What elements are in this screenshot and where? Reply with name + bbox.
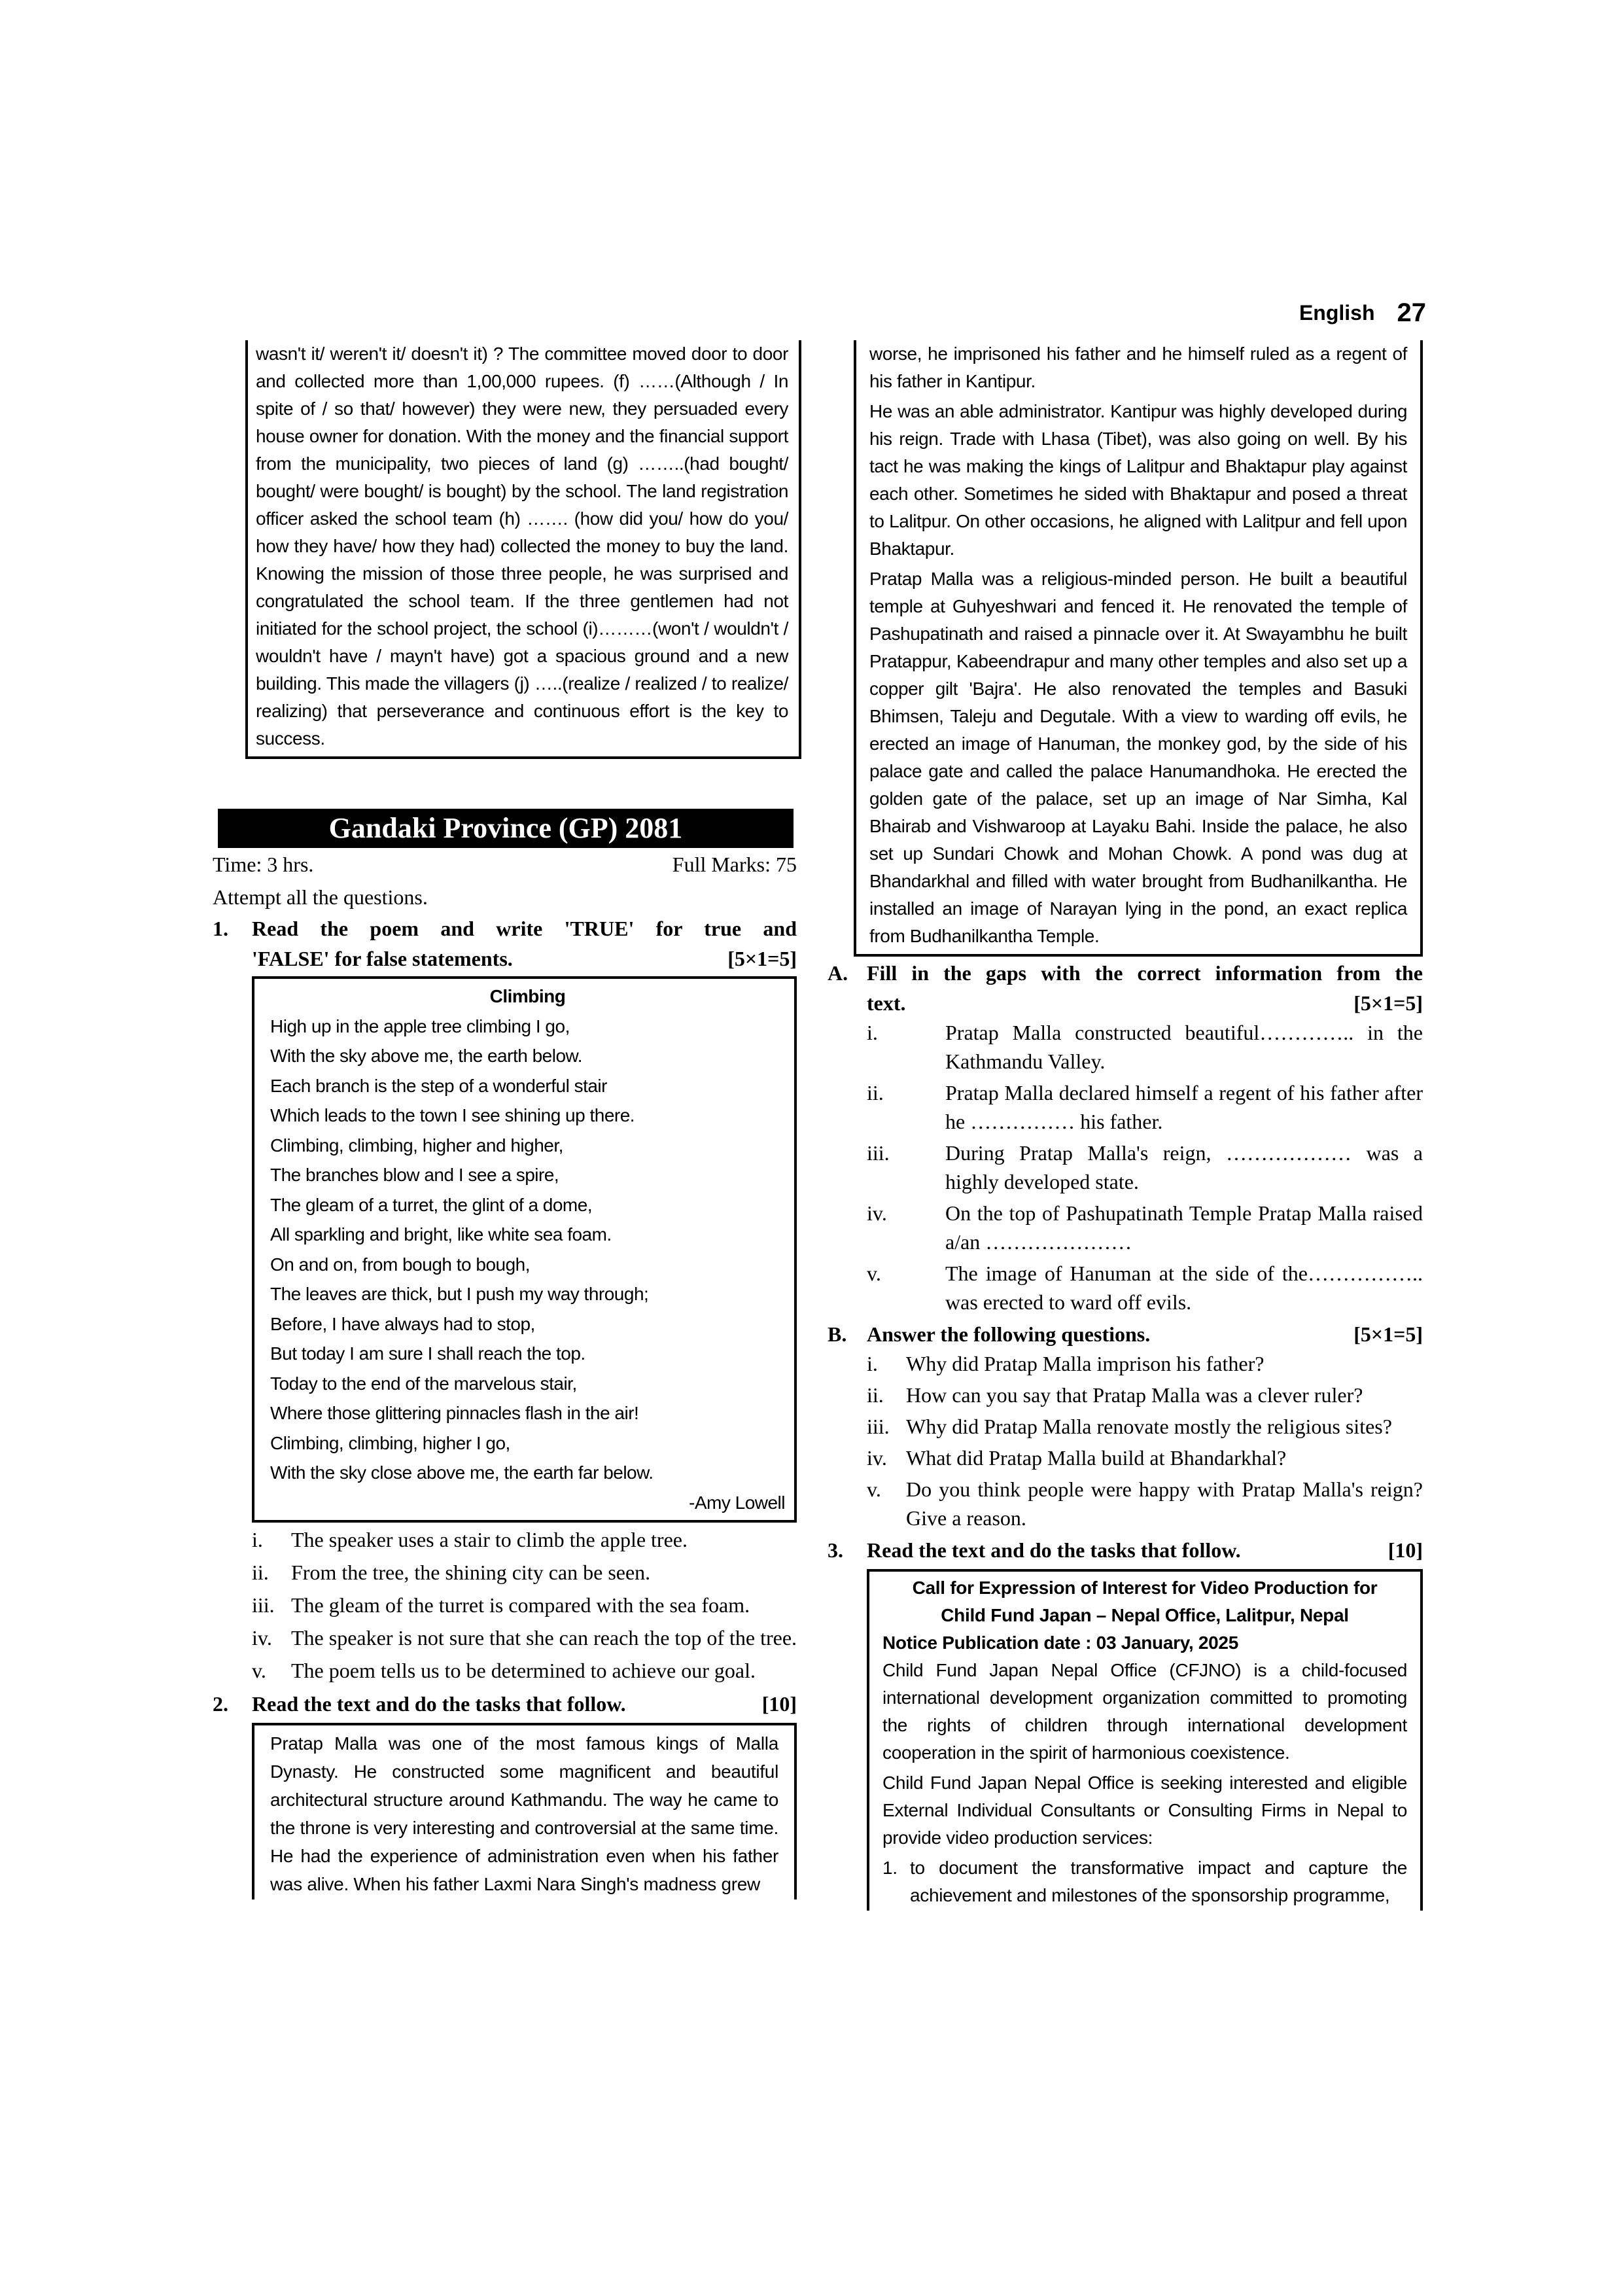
poem-line: Each branch is the step of a wonderful stair bbox=[270, 1075, 607, 1096]
poem-line: High up in the apple tree climbing I go, bbox=[270, 1016, 570, 1036]
item-text: Pratap Malla declared himself a regent of his father after he …………… his father. bbox=[945, 1081, 1423, 1133]
question-number: 1. bbox=[213, 917, 228, 940]
poem-line: Where those glittering pinnacles flash in the air! bbox=[270, 1403, 639, 1423]
question-1-heading bbox=[213, 913, 797, 974]
item-text: Do you think people were happy with Pratap Malla's reign? Give a reason. bbox=[906, 1477, 1423, 1530]
poem-line: The gleam of a turret, the glint of a dome, bbox=[270, 1194, 593, 1215]
continued-passage-text: wasn't it/ weren't it/ doesn't it) ? The committee moved door to door and collected more than 1,00,000 rupees. (f) ……(Although / In spite of / so that/ however) they were new, they persuaded every house owner for donation. With the money and the financial support from the municipality, two pieces of land (g) ……..(had bought/ bought/ were bought/ is bought) by the school. The land registration officer asked the school team (h) ……. (how did you/ how do you/ how they have/ how they had) collected the money to buy the land. Knowing the mission of those three people, he was surprised and congratulated the school team. If the three gentlemen had not initiated for the school project, the school (i)………(won't / wouldn't / wouldn't have / mayn't have) got a spacious ground and a new building. This made the villagers (j) …..(realize / realized / to realize/ realizing) that perseverance and continuous effort is the key to success. bbox=[256, 344, 788, 749]
item-number: iii. bbox=[867, 1415, 890, 1438]
notice-list-item bbox=[882, 1854, 1407, 1909]
notice-title-line2: Child Fund Japan – Nepal Office, Lalitpur, Nepal bbox=[941, 1605, 1349, 1625]
pratap-passage-para: worse, he imprisoned his father and he himself ruled as a regent of his father in Kantipur. bbox=[869, 344, 1407, 391]
question-2-row bbox=[252, 1689, 797, 1719]
list-item bbox=[252, 1591, 797, 1619]
item-number: iv. bbox=[867, 1201, 887, 1225]
question-2-text: Read the text and do the tasks that follow. bbox=[252, 1692, 626, 1716]
poem-lines bbox=[270, 1012, 785, 1488]
exam-instruction: Attempt all the questions. bbox=[213, 885, 428, 909]
exam-meta-row bbox=[213, 848, 797, 881]
list-item bbox=[867, 1475, 1423, 1532]
question-3-heading bbox=[828, 1535, 1423, 1565]
notice-para: Child Fund Japan Nepal Office (CFJNO) is a child-focused international development organization committed to promoting the rights of children through international development cooperation in the spirit of harmonious coexistence. bbox=[882, 1660, 1407, 1763]
exam-full-marks: Full Marks: 75 bbox=[672, 853, 797, 876]
item-text: The speaker uses a stair to climb the apple tree. bbox=[291, 1528, 688, 1551]
item-text: The speaker is not sure that she can reach the top of the tree. bbox=[291, 1626, 797, 1650]
part-a-line2: text. bbox=[867, 991, 906, 1015]
part-a-line2-row bbox=[867, 988, 1423, 1018]
poem-line: The branches blow and I see a spire, bbox=[270, 1165, 559, 1185]
item-number: ii. bbox=[867, 1081, 884, 1104]
question-2-marks: [10] bbox=[761, 1692, 797, 1716]
pratap-passage-para: He was an able administrator. Kantipur was highly developed during his reign. Trade with Lhasa (Tibet), was also going on well. By his tact he was making the kings of Lalitpur and Bhaktapur play against each other. Sometimes he sided with Bhaktapur and posed a threat to Lalitpur. On other occasions, he aligned with Lalitpur and fell upon Bhaktapur. bbox=[869, 401, 1407, 559]
page-header bbox=[1243, 293, 1426, 332]
item-text: The poem tells us to be determined to achieve our goal. bbox=[291, 1659, 756, 1682]
part-a-marks: [5×1=5] bbox=[1353, 991, 1423, 1015]
question-number: 2. bbox=[213, 1692, 228, 1716]
list-item bbox=[867, 1349, 1423, 1378]
page-number: 27 bbox=[1397, 298, 1426, 327]
item-number: iv. bbox=[867, 1446, 887, 1470]
list-item bbox=[867, 1018, 1423, 1076]
list-item bbox=[867, 1199, 1423, 1256]
question-1-text bbox=[252, 913, 797, 974]
subject-label: English bbox=[1299, 300, 1375, 325]
item-number: iii. bbox=[252, 1593, 275, 1617]
pratap-passage-part1: Pratap Malla was one of the most famous kings of Malla Dynasty. He constructed some magnificent and beautiful architectural structure around Kathmandu. The way he came to the throne is very interesting and controversial at the same time. He had the experience of administration even when his father was alive. When his father Laxmi Nara Singh's madness grew bbox=[270, 1733, 778, 1894]
question-1-line2: 'FALSE' for false statements. bbox=[252, 947, 513, 970]
part-b-items bbox=[867, 1349, 1423, 1532]
notice-box bbox=[867, 1569, 1423, 1911]
item-text: From the tree, the shining city can be seen. bbox=[291, 1561, 651, 1584]
list-item bbox=[867, 1412, 1423, 1441]
item-number: v. bbox=[252, 1659, 266, 1682]
pratap-passage-para: Pratap Malla was a religious-minded person. He built a beautiful temple at Guhyeshwari and fenced it. He renovated the temple of Pashupatinath and raised a pinnacle over it. At Swayambhu he built Pratappur, Kabeendrapur and many other temples and also set up a copper gilt 'Bajra'. He also renovated the temples and Basuki Bhimsen, Taleju and Degutale. With a view to warding off evils, he erected an image of Hanuman, the monkey god, by the side of his palace gate and called the palace Hanumandhoka. He erected the golden gate of the palace, set up an image of Nar Simha, Kal Bhairab and Vishwaroop at Layaku Bahi. Inside the palace, he also set up Sundari Chowk and Mohan Chowk. A pond was dug at Bhandarkhal and filled with water brought from Budhanilkantha. He installed an image of Narayan lying in the pond, an exact replica from Budhanilkantha Temple. bbox=[869, 569, 1407, 946]
list-item bbox=[252, 1558, 797, 1587]
part-b-heading bbox=[828, 1319, 1423, 1349]
poem-line: Climbing, climbing, higher and higher, bbox=[270, 1135, 563, 1156]
item-text: The image of Hanuman at the side of the…………….. was erected to ward off evils. bbox=[945, 1262, 1423, 1314]
question-3-marks: [10] bbox=[1387, 1538, 1423, 1562]
exam-title-banner: Gandaki Province (GP) 2081 bbox=[218, 809, 794, 848]
question-3-text: Read the text and do the tasks that follow. bbox=[867, 1538, 1241, 1562]
list-item bbox=[867, 1443, 1423, 1472]
part-b-row bbox=[867, 1319, 1423, 1349]
notice-date: Notice Publication date : 03 January, 2025 bbox=[882, 1633, 1238, 1653]
item-number: i. bbox=[867, 1021, 878, 1044]
part-a-heading bbox=[828, 958, 1423, 1018]
poem-line: Climbing, climbing, higher I go, bbox=[270, 1432, 510, 1453]
item-text: How can you say that Pratap Malla was a clever ruler? bbox=[906, 1383, 1363, 1407]
notice-para: Child Fund Japan Nepal Office is seeking interested and eligible External Individual Consultants or Consulting Firms in Nepal to provide video production services: bbox=[882, 1773, 1407, 1848]
poem-line: Before, I have always had to stop, bbox=[270, 1313, 535, 1334]
list-item bbox=[252, 1623, 797, 1652]
question-2-heading bbox=[213, 1689, 797, 1719]
list-item bbox=[252, 1656, 797, 1685]
list-item bbox=[867, 1259, 1423, 1316]
question-1-line2-row bbox=[252, 944, 797, 974]
poem-line: With the sky above me, the earth below. bbox=[270, 1046, 582, 1066]
poem-line: Which leads to the town I see shining up there. bbox=[270, 1105, 635, 1125]
list-item bbox=[867, 1078, 1423, 1136]
part-a-line1: Fill in the gaps with the correct information from the bbox=[867, 961, 1423, 985]
poem-line: Today to the end of the marvelous stair, bbox=[270, 1373, 577, 1394]
part-b-label: B. bbox=[828, 1322, 847, 1346]
part-a-label: A. bbox=[828, 961, 848, 985]
notice-title-line1: Call for Expression of Interest for Video Production for bbox=[912, 1578, 1378, 1598]
item-text: The gleam of the turret is compared with the sea foam. bbox=[291, 1593, 750, 1617]
list-item bbox=[252, 1525, 797, 1554]
item-number: iv. bbox=[252, 1626, 272, 1650]
part-b-text: Answer the following questions. bbox=[867, 1322, 1151, 1346]
item-text: Pratap Malla constructed beautiful………….. in the Kathmandu Valley. bbox=[945, 1021, 1423, 1073]
item-text: Why did Pratap Malla imprison his father? bbox=[906, 1352, 1265, 1375]
question-number: 3. bbox=[828, 1538, 843, 1562]
list-item bbox=[867, 1381, 1423, 1409]
continued-passage-box bbox=[245, 340, 801, 759]
poem-title: Climbing bbox=[489, 986, 566, 1006]
poem-line: But today I am sure I shall reach the top. bbox=[270, 1343, 585, 1364]
item-text: On the top of Pashupatinath Temple Pratap Malla raised a/an ………………… bbox=[945, 1201, 1423, 1254]
item-number: iii. bbox=[867, 1141, 890, 1165]
poem-author: -Amy Lowell bbox=[689, 1492, 785, 1513]
left-column bbox=[213, 340, 801, 1899]
part-a-items bbox=[867, 1018, 1423, 1316]
item-number: i. bbox=[867, 1352, 878, 1375]
item-number: ii. bbox=[867, 1383, 884, 1407]
question-1-marks: [5×1=5] bbox=[727, 947, 797, 970]
notice-item-text: to document the transformative impact and capture the achievement and milestones of the sponsorship programme, bbox=[910, 1858, 1407, 1905]
item-text: Why did Pratap Malla renovate mostly the religious sites? bbox=[906, 1415, 1392, 1438]
poem-line: With the sky close above me, the earth far below. bbox=[270, 1462, 654, 1483]
poem-line: On and on, from bough to bough, bbox=[270, 1254, 531, 1275]
question-1-items bbox=[252, 1525, 797, 1685]
item-text: What did Pratap Malla build at Bhandarkhal? bbox=[906, 1446, 1287, 1470]
item-text: During Pratap Malla's reign, ……………… was a highly developed state. bbox=[945, 1141, 1423, 1193]
question-1-line1: Read the poem and write 'TRUE' for true and bbox=[252, 917, 797, 940]
part-b-marks: [5×1=5] bbox=[1353, 1322, 1423, 1346]
exam-time: Time: 3 hrs. bbox=[213, 853, 314, 876]
list-item bbox=[867, 1139, 1423, 1196]
item-number: v. bbox=[867, 1262, 881, 1285]
pratap-malla-passage-box-start bbox=[252, 1723, 797, 1899]
poem-line: All sparkling and bright, like white sea foam. bbox=[270, 1224, 612, 1245]
right-column bbox=[828, 340, 1423, 1911]
poem-box bbox=[252, 976, 797, 1523]
notice-item-number: 1. bbox=[882, 1858, 898, 1878]
part-a-text bbox=[867, 958, 1423, 1018]
poem-line: The leaves are thick, but I push my way through; bbox=[270, 1284, 649, 1304]
item-number: i. bbox=[252, 1528, 263, 1551]
question-3-row bbox=[867, 1535, 1423, 1565]
item-number: v. bbox=[867, 1477, 881, 1501]
pratap-malla-passage-box-continued bbox=[854, 340, 1423, 957]
item-number: ii. bbox=[252, 1561, 269, 1584]
